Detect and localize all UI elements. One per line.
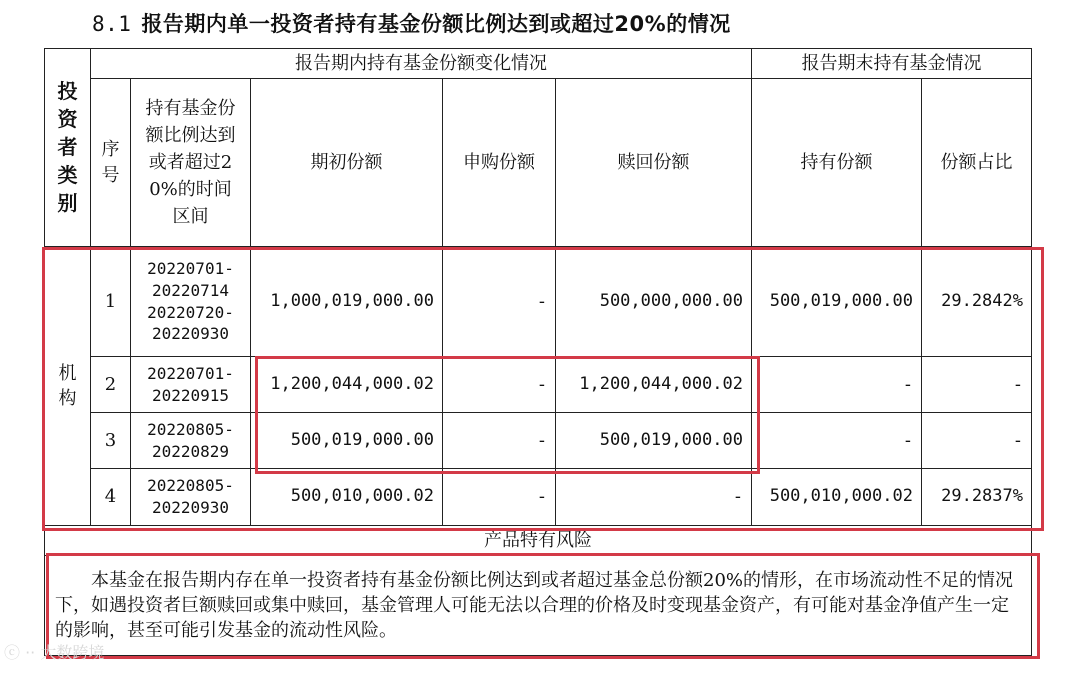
- holdings-table: [44, 48, 1032, 656]
- section-number: 8.1: [92, 12, 132, 36]
- initial-header: 期初份额: [251, 79, 443, 247]
- seq-cell: 3: [91, 413, 131, 469]
- held-cell: 500,010,000.02: [752, 469, 922, 526]
- change-group-header: 报告期内持有基金份额变化情况: [91, 49, 752, 79]
- redeem-cell: 500,019,000.00: [556, 413, 752, 469]
- period-cell: 20220805- 20220930: [131, 469, 251, 526]
- ratio-cell: 29.2842%: [922, 247, 1032, 357]
- subscribe-cell: -: [443, 413, 556, 469]
- ratio-cell: -: [922, 357, 1032, 413]
- table-row: [45, 357, 1032, 413]
- initial-cell: 500,019,000.00: [251, 413, 443, 469]
- redeem-cell: 1,200,044,000.02: [556, 357, 752, 413]
- held-header: 持有份额: [752, 79, 922, 247]
- table-row: [45, 469, 1032, 526]
- held-cell: 500,019,000.00: [752, 247, 922, 357]
- initial-cell: 1,200,044,000.02: [251, 357, 443, 413]
- seq-cell: 1: [91, 247, 131, 357]
- ratio-header: 份额占比: [922, 79, 1032, 247]
- period-cell: 20220805- 20220829: [131, 413, 251, 469]
- subscribe-cell: -: [443, 247, 556, 357]
- subscribe-cell: -: [443, 357, 556, 413]
- period-cell: 20220701- 20220915: [131, 357, 251, 413]
- watermark: ⓒ ·· 大数跨境: [4, 643, 105, 662]
- risk-title: 产品特有风险: [45, 526, 1032, 556]
- investor-category: 机构: [45, 247, 91, 526]
- subscribe-cell: -: [443, 469, 556, 526]
- redeem-cell: 500,000,000.00: [556, 247, 752, 357]
- table-row: [45, 247, 1032, 357]
- initial-cell: 1,000,019,000.00: [251, 247, 443, 357]
- table-row: [45, 413, 1032, 469]
- held-cell: -: [752, 413, 922, 469]
- investor-type-header: 投资者类别: [45, 49, 91, 247]
- redeem-cell: -: [556, 469, 752, 526]
- period-header: 持有基金份额比例达到或者超过20%的时间区间: [131, 79, 251, 247]
- redeem-header: 赎回份额: [556, 79, 752, 247]
- end-group-header: 报告期末持有基金情况: [752, 49, 1032, 79]
- initial-cell: 500,010,000.02: [251, 469, 443, 526]
- held-cell: -: [752, 357, 922, 413]
- period-cell: 20220701- 20220714 20220720- 20220930: [131, 247, 251, 357]
- ratio-cell: 29.2837%: [922, 469, 1032, 526]
- subscribe-header: 申购份额: [443, 79, 556, 247]
- ratio-cell: -: [922, 413, 1032, 469]
- section-heading: [92, 8, 731, 38]
- seq-header: 序号: [91, 79, 131, 247]
- watermark-logo-icon: ⓒ ··: [4, 643, 41, 662]
- section-title: 报告期内单一投资者持有基金份额比例达到或超过20%的情况: [141, 12, 731, 36]
- risk-text: 本基金在报告期内存在单一投资者持有基金份额比例达到或者超过基金总份额20%的情形，在市场流动性不足的情况下，如遇投资者巨额赎回或集中赎回，基金管理人可能无法以合理的价格及时变现基金资产，有可能对基金净值产生一定的影响，甚至可能引发基金的流动性风险。: [45, 556, 1032, 656]
- seq-cell: 4: [91, 469, 131, 526]
- seq-cell: 2: [91, 357, 131, 413]
